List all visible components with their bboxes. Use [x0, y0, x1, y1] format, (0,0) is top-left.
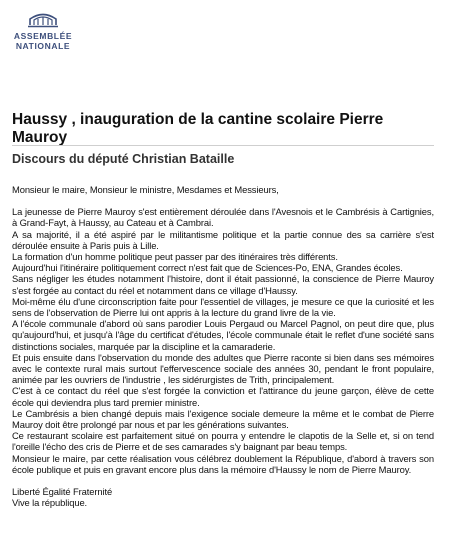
paragraph-8: Et puis ensuite dans l'observation du monde des adultes que Pierre raconte si bien dans ses mémoires avec le contexte rural mais surtout l'effervescence sociale des années 30, pendant le front populaire, animée par les ouvriers de l'industrie , les sidérurgistes de Trith, principalement.	[12, 351, 434, 386]
logo-wordmark	[8, 31, 78, 51]
paragraph-7: A l'école communale d'abord où sans parodier Louis Pergaud ou Marcel Pagnol, on peut dire que, plus qu'aujourd'hui, et jusqu'à l'âge du certificat d'études, l'école communale était le reflet d'une société sans distinctions sociales, marquée par la discipline et la camaraderie.	[12, 318, 434, 352]
title-divider	[12, 145, 434, 146]
paragraph-2: A sa majorité, il a été aspiré par le militantisme politique et la partie connue des sa carrière s'est déroulée ensuite à Paris puis à Lille.	[12, 228, 434, 251]
closing-line-2: Vive la république.	[12, 497, 88, 509]
paragraph-11: Ce restaurant scolaire est parfaitement situé on pourra y entendre le clapotis de la Selle et, si on tend l'oreille l'écho des cris de Pierre et de ses camarades s'y baignant par beau temps.	[12, 430, 434, 453]
paragraph-9: C'est à ce contact du réel que s'est forgée la conviction et l'attirance du jeune garçon, élève de cette école qui deviendra plus tard premier ministre.	[12, 385, 434, 408]
paragraph-3: La formation d'un homme politique peut passer par des itinéraires très différents.	[12, 251, 338, 263]
closing	[12, 486, 434, 508]
closing-line-1: Liberté Égalité Fraternité	[12, 486, 113, 498]
paragraph-12: Monsieur le maire, par cette réalisation vous célébrez doublement la République, d'abord à travers son école publique et puis en gravant encore plus dans la mémoire d'Haussy le nom de Pierre Mauroy.	[12, 452, 434, 475]
paragraph-5: Sans négliger les études notamment l'histoire, dont il était passionné, la conscience de Pierre Mauroy s'est forgée au contact du réel et notamment dans ce village d'Haussy.	[12, 273, 434, 296]
logo-line-1: ASSEMBLÉE	[13, 31, 73, 41]
paragraph-4: Aujourd'hui l'itinéraire politiquement correct n'est fait que de Sciences-Po, ENA, Grandes écoles.	[12, 262, 403, 274]
speech-body	[12, 184, 434, 508]
paragraph-10: Le Cambrésis a bien changé depuis mais l'exigence sociale demeure la même et le combat de Pierre Mauroy doit être prolongé par nous et par les générations suivantes.	[12, 407, 434, 431]
hemicycle-logo-icon	[26, 5, 60, 29]
paragraph-1: La jeunesse de Pierre Mauroy s'est entièrement déroulée dans l'Avesnois et le Cambrésis à Cartignies, à Grand-Fayt, à Haussy, au Cateau et à Cambrai.	[12, 206, 434, 229]
speech-paragraphs	[12, 206, 434, 475]
paragraph-6: Moi-même élu d'une circonscription faite pour l'essentiel de villages, je mesure ce que la curiosité et les sens de l'observation de Pierre lui ont appris à la lecture du grand livre de la vie.	[12, 295, 434, 319]
assemblee-nationale-logo	[8, 5, 78, 69]
logo-line-2: NATIONALE	[15, 41, 71, 51]
speech-subtitle: Discours du député Christian Bataille	[12, 152, 235, 166]
page-title: Haussy , inauguration de la cantine scolaire Pierre Mauroy	[12, 111, 384, 146]
greeting: Monsieur le maire, Monsieur le ministre, Mesdames et Messieurs,	[12, 184, 279, 195]
